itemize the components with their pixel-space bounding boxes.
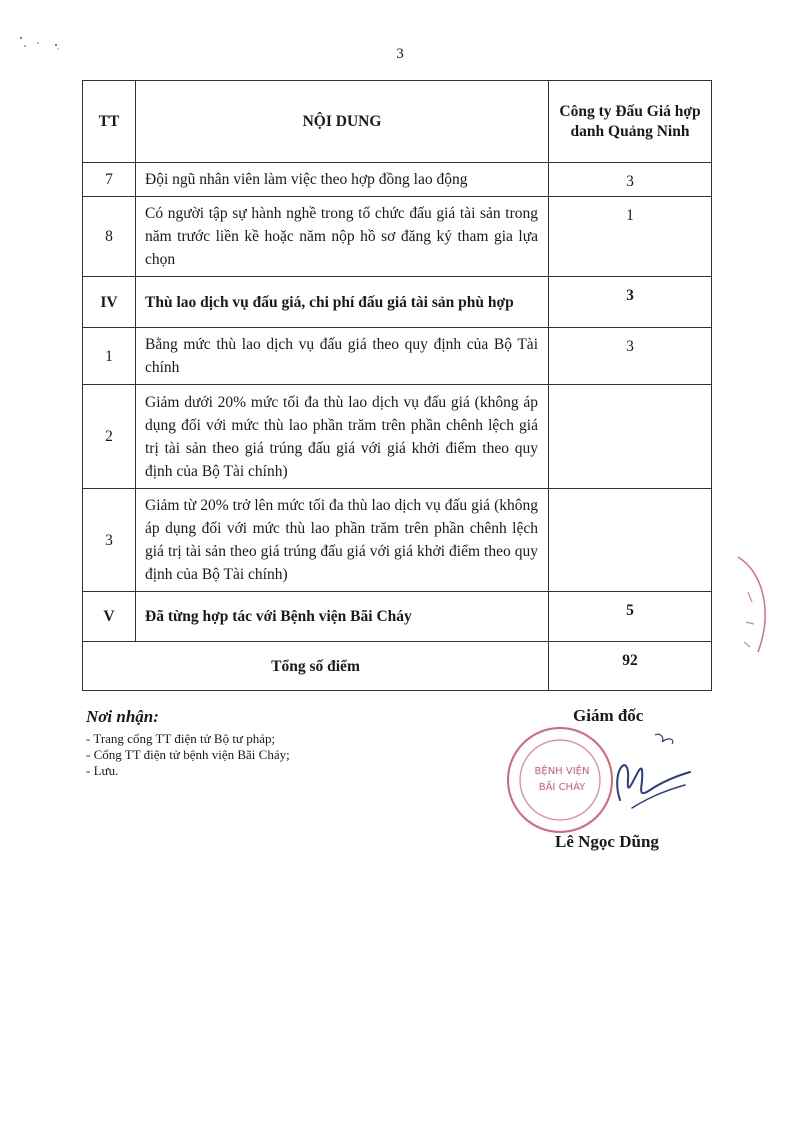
row-tt: 3 bbox=[83, 489, 136, 592]
row-score: 3 bbox=[549, 277, 712, 328]
score-table bbox=[82, 80, 712, 691]
recipient-item: - Trang cổng TT điện tử Bộ tư pháp; bbox=[86, 731, 276, 746]
row-tt: 7 bbox=[83, 163, 136, 197]
header-tt: TT bbox=[83, 81, 136, 163]
row-tt: V bbox=[83, 592, 136, 642]
recipients-block bbox=[86, 706, 290, 779]
page-number: 3 bbox=[396, 46, 404, 62]
row-content: Bằng mức thù lao dịch vụ đấu giá theo quy định của Bộ Tài chính bbox=[136, 328, 549, 385]
table-row bbox=[83, 385, 712, 489]
recipients-list bbox=[86, 731, 290, 779]
director-title: Giám đốc bbox=[573, 706, 644, 725]
row-content: Đội ngũ nhân viên làm việc theo hợp đồng lao động bbox=[136, 163, 549, 197]
row-score bbox=[549, 489, 712, 592]
table-row bbox=[83, 163, 712, 197]
table-row bbox=[83, 489, 712, 592]
row-score: 3 bbox=[549, 163, 712, 197]
row-score: 5 bbox=[549, 592, 712, 642]
edge-seal-mark bbox=[718, 552, 778, 672]
row-score bbox=[549, 385, 712, 489]
row-content: Giảm từ 20% trở lên mức tối đa thù lao dịch vụ đấu giá (không áp dụng đối với mức thù lao phần trăm trên phần chênh lệch giá trị tài sản theo giá trúng đấu giá với giá khởi điểm theo quy định của Bộ Tài chính) bbox=[136, 489, 549, 592]
row-content: Có người tập sự hành nghề trong tổ chức đấu giá tài sản trong năm trước liền kề hoặc năm nộp hồ sơ đăng ký tham gia lựa chọn bbox=[136, 197, 549, 277]
row-score: 3 bbox=[549, 328, 712, 385]
row-tt: 8 bbox=[83, 197, 136, 277]
row-score: 1 bbox=[549, 197, 712, 277]
table-row bbox=[83, 328, 712, 385]
svg-text:BÃI CHÁY: BÃI CHÁY bbox=[538, 782, 586, 793]
header-content: NỘI DUNG bbox=[136, 81, 549, 163]
total-label: Tổng số điểm bbox=[83, 642, 549, 691]
row-tt: 1 bbox=[83, 328, 136, 385]
handwritten-signature bbox=[580, 730, 700, 830]
total-row bbox=[83, 642, 712, 691]
table-header-row bbox=[83, 81, 712, 163]
row-content: Đã từng hợp tác với Bệnh viện Bãi Cháy bbox=[136, 592, 549, 642]
header-company: Công ty Đấu Giá hợp danh Quảng Ninh bbox=[549, 81, 712, 163]
table-row bbox=[83, 277, 712, 328]
svg-text:BỆNH VIỆN: BỆNH VIỆN bbox=[534, 766, 590, 777]
table-row bbox=[83, 197, 712, 277]
row-content: Thù lao dịch vụ đấu giá, chi phí đấu giá tài sản phù hợp bbox=[136, 277, 549, 328]
total-score: 92 bbox=[549, 642, 712, 691]
row-tt: 2 bbox=[83, 385, 136, 489]
signature-block bbox=[500, 690, 740, 870]
recipients-title: Nơi nhận: bbox=[86, 707, 159, 726]
row-tt: IV bbox=[83, 277, 136, 328]
scan-specks bbox=[18, 34, 68, 54]
table-row bbox=[83, 592, 712, 642]
recipient-item: - Lưu. bbox=[86, 763, 119, 778]
recipient-item: - Cổng TT điện tử bệnh viện Bãi Cháy; bbox=[86, 747, 290, 762]
row-content: Giảm dưới 20% mức tối đa thù lao dịch vụ đấu giá (không áp dụng đối với mức thù lao phần trăm trên phần chênh lệch giá trị tài sản theo giá trúng đấu giá với giá khởi điểm theo quy định của Bộ Tài chính) bbox=[136, 385, 549, 489]
director-name: Lê Ngọc Dũng bbox=[555, 832, 659, 851]
